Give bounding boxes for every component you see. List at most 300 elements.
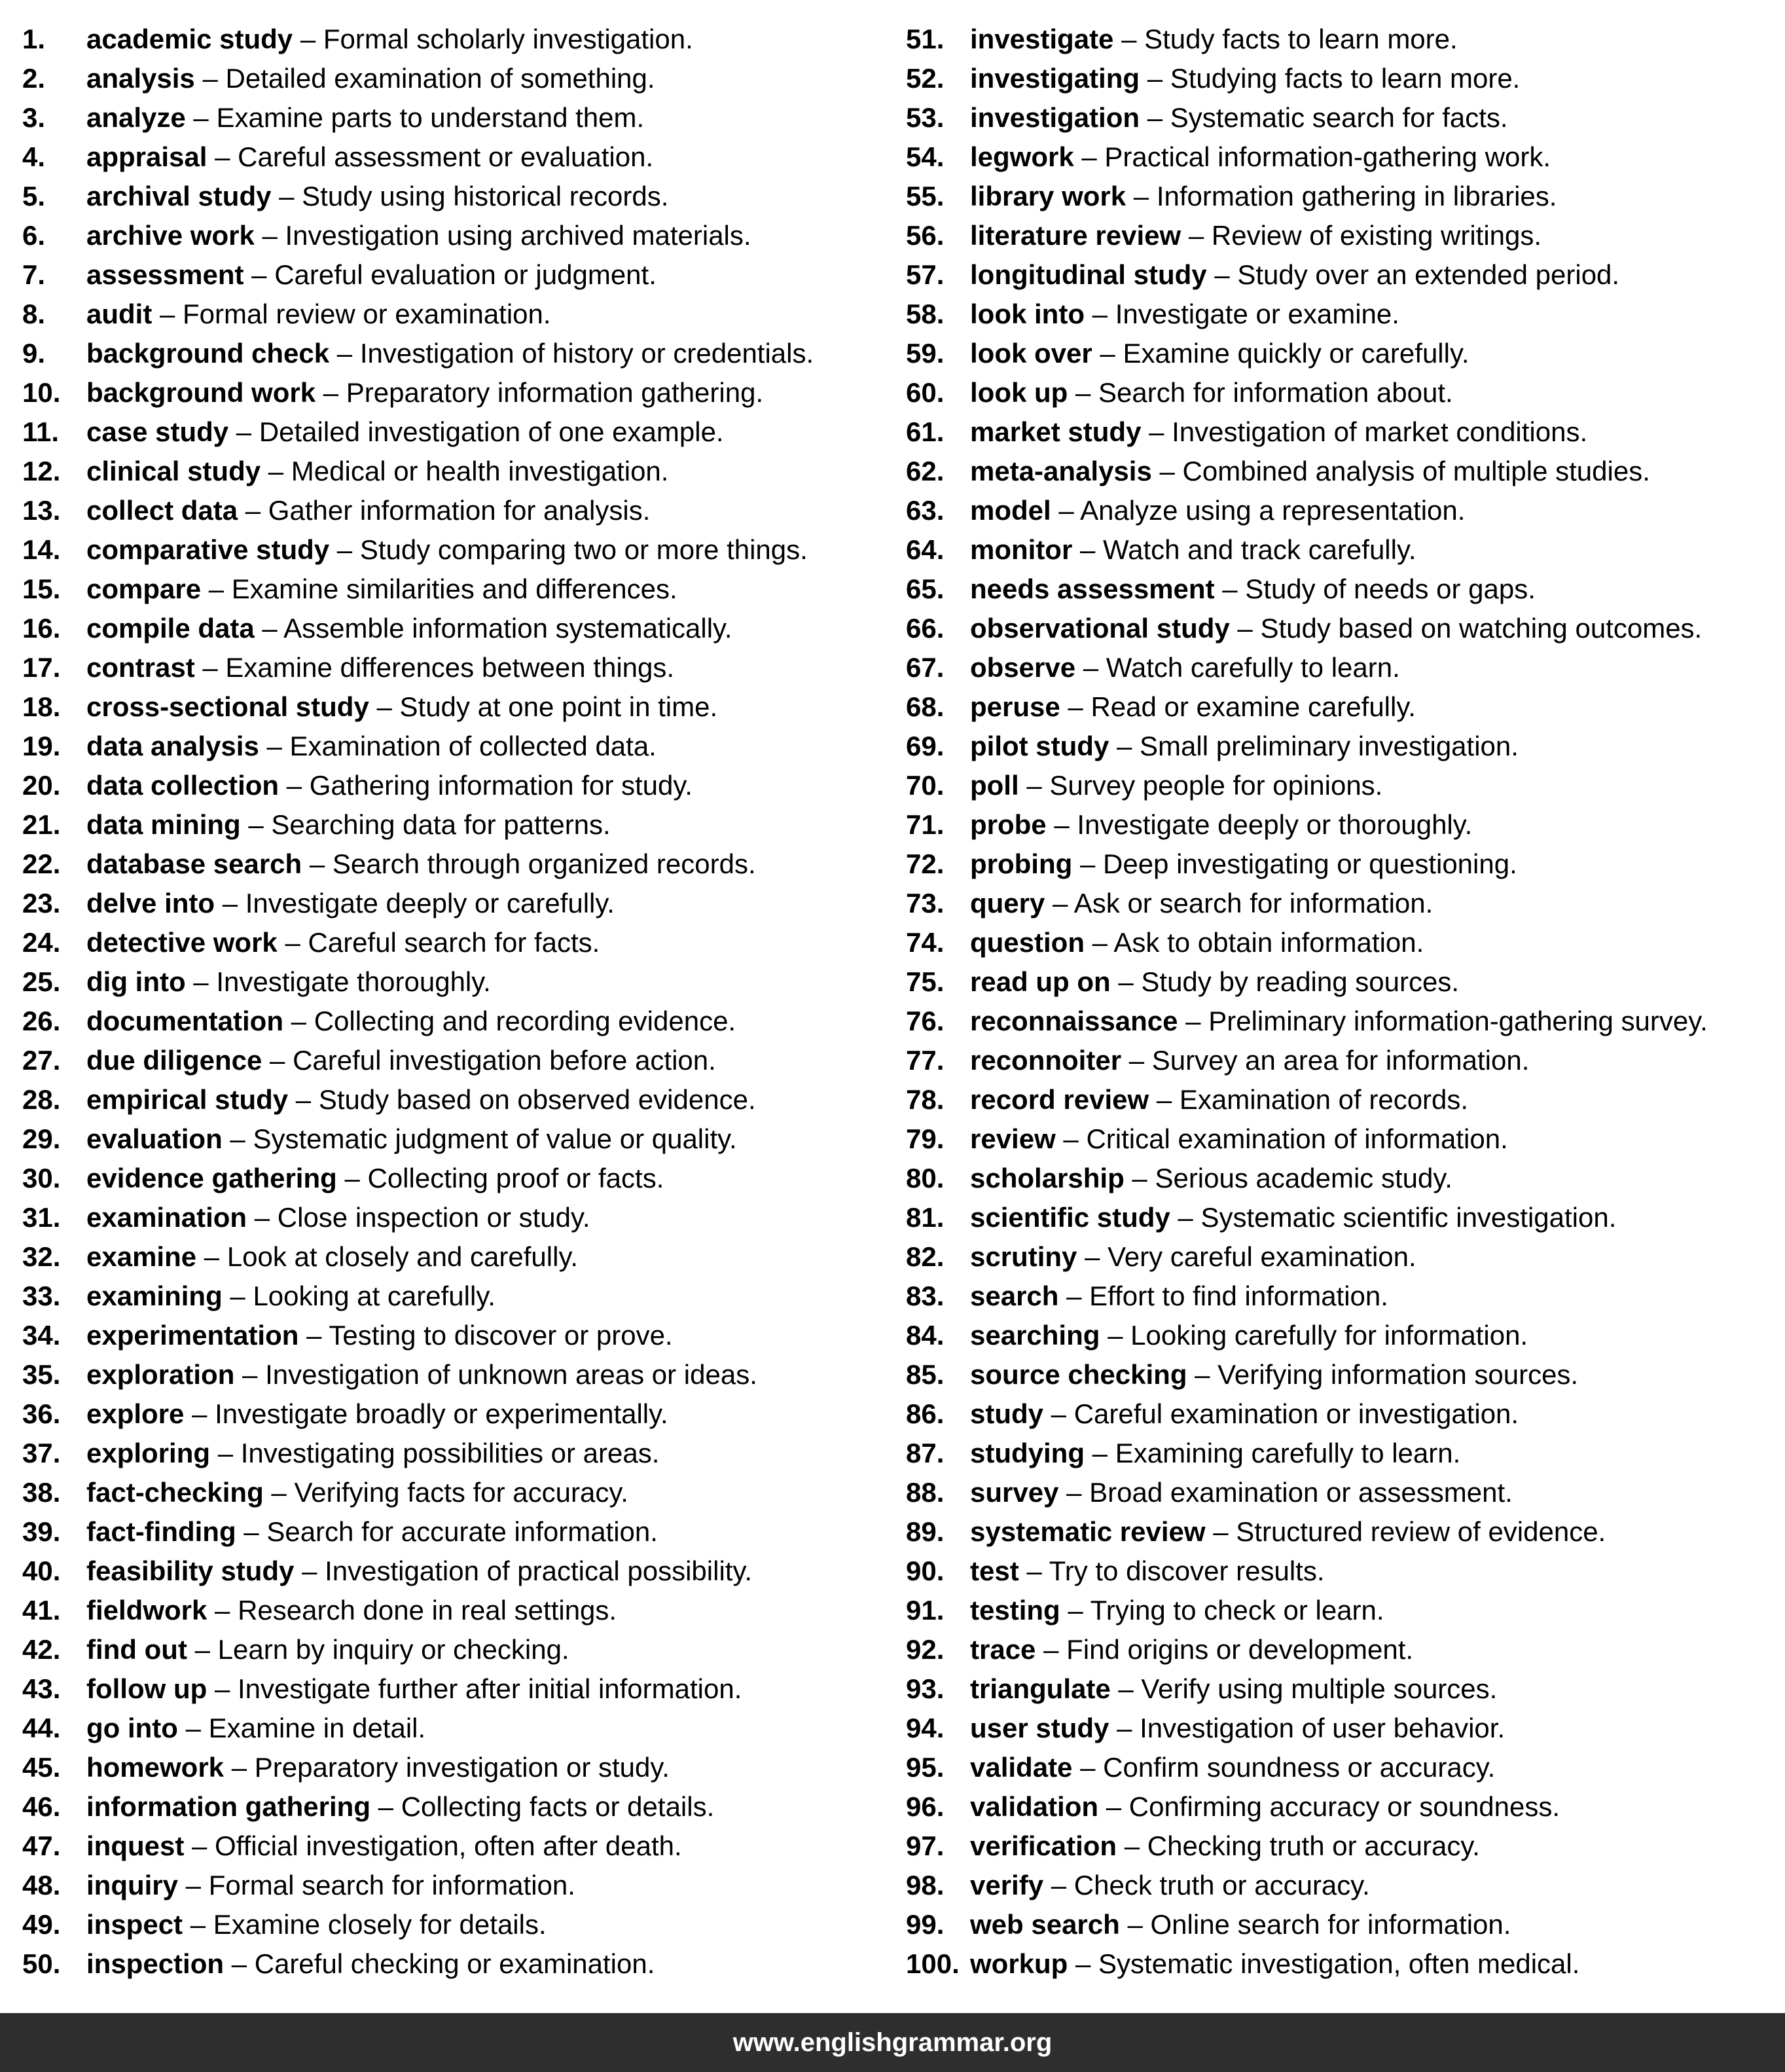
item-number: 3. <box>22 102 46 133</box>
item-definition: Structured review of evidence. <box>1236 1516 1606 1547</box>
item-definition: Careful examination or investigation. <box>1073 1398 1519 1429</box>
item-term: literature review <box>970 220 1181 251</box>
item-number: 71. <box>906 809 945 840</box>
item-term: source checking <box>970 1359 1187 1390</box>
list-item <box>22 1434 893 1473</box>
item-number: 1. <box>22 24 46 54</box>
item-number: 64. <box>906 534 945 565</box>
item-term: dig into <box>86 966 186 997</box>
item-definition: Confirm soundness or accuracy. <box>1103 1752 1496 1783</box>
list-item <box>906 1709 1783 1748</box>
item-number: 68. <box>906 691 945 722</box>
list-item <box>22 1630 893 1669</box>
item-number: 35. <box>22 1359 61 1390</box>
item-term: look over <box>970 338 1092 369</box>
item-term: inquiry <box>86 1870 179 1900</box>
item-number: 59. <box>906 338 945 369</box>
item-number: 79. <box>906 1123 945 1154</box>
item-number: 95. <box>906 1752 945 1783</box>
item-definition: Examine similarities and differences. <box>231 573 677 604</box>
item-separator: – <box>238 495 268 526</box>
item-number: 82. <box>906 1241 945 1272</box>
item-separator: – <box>177 1713 209 1743</box>
item-definition: Investigation of market conditions. <box>1172 416 1588 447</box>
item-separator: – <box>236 1516 267 1547</box>
item-definition: Collecting proof or facts. <box>367 1163 664 1193</box>
item-definition: Verifying facts for accuracy. <box>294 1477 628 1508</box>
item-term: follow up <box>86 1673 207 1704</box>
item-separator: – <box>1117 1830 1147 1861</box>
list-item <box>22 412 893 452</box>
item-number: 36. <box>22 1398 61 1429</box>
list-item <box>906 1159 1783 1198</box>
item-number: 39. <box>22 1516 61 1547</box>
item-number: 78. <box>906 1084 945 1115</box>
list-item <box>22 216 893 255</box>
item-definition: Investigate broadly or experimentally. <box>215 1398 668 1429</box>
item-term: examination <box>86 1202 247 1233</box>
list-item <box>22 177 893 216</box>
item-separator: – <box>293 24 323 54</box>
item-definition: Study at one point in time. <box>399 691 718 722</box>
item-term: legwork <box>970 141 1074 172</box>
item-definition: Study by reading sources. <box>1141 966 1459 997</box>
item-term: delve into <box>86 888 215 918</box>
item-number: 22. <box>22 848 61 879</box>
item-separator: – <box>1058 1281 1090 1311</box>
item-separator: – <box>1124 1163 1155 1193</box>
item-separator: – <box>210 1438 241 1468</box>
item-separator: – <box>288 1084 319 1115</box>
item-separator: – <box>302 848 333 879</box>
item-term: experimentation <box>86 1320 299 1351</box>
item-number: 44. <box>22 1713 61 1743</box>
word-list <box>0 20 1785 1984</box>
item-separator: – <box>1187 1359 1218 1390</box>
item-number: 13. <box>22 495 61 526</box>
item-term: fact-finding <box>86 1516 236 1547</box>
item-definition: Deep investigating or questioning. <box>1103 848 1517 879</box>
item-definition: Formal search for information. <box>208 1870 575 1900</box>
list-item <box>22 1355 893 1394</box>
list-item <box>906 727 1783 766</box>
item-definition: Collecting facts or details. <box>401 1791 715 1822</box>
item-separator: – <box>222 1281 253 1311</box>
item-number: 24. <box>22 927 61 958</box>
item-separator: – <box>1073 141 1105 172</box>
item-term: triangulate <box>970 1673 1111 1704</box>
item-term: explore <box>86 1398 185 1429</box>
item-number: 92. <box>906 1634 945 1665</box>
list-item <box>22 1316 893 1355</box>
list-item <box>22 1237 893 1277</box>
list-item <box>22 570 893 609</box>
item-number: 58. <box>906 299 945 329</box>
item-definition: Verify using multiple sources. <box>1141 1673 1498 1704</box>
list-item <box>906 1394 1783 1434</box>
item-definition: Official investigation, often after death. <box>215 1830 682 1861</box>
item-number: 85. <box>906 1359 945 1390</box>
list-item <box>906 177 1783 216</box>
item-separator: – <box>1110 1673 1142 1704</box>
item-term: review <box>970 1123 1056 1154</box>
item-separator: – <box>1206 259 1238 290</box>
item-definition: Looking at carefully. <box>253 1281 496 1311</box>
item-definition: Information gathering in libraries. <box>1156 181 1557 211</box>
item-definition: Review of existing writings. <box>1211 220 1542 251</box>
item-number: 6. <box>22 220 46 251</box>
item-term: find out <box>86 1634 187 1665</box>
item-definition: Study based on observed evidence. <box>318 1084 756 1115</box>
list-item <box>22 20 893 59</box>
item-definition: Watch carefully to learn. <box>1106 652 1400 683</box>
item-term: observe <box>970 652 1076 683</box>
list-item <box>906 255 1783 295</box>
item-number: 4. <box>22 141 46 172</box>
item-term: evidence gathering <box>86 1163 337 1193</box>
item-number: 10. <box>22 377 61 408</box>
item-separator: – <box>316 377 346 408</box>
item-separator: – <box>1100 1320 1131 1351</box>
item-separator: – <box>1085 927 1114 958</box>
item-separator: – <box>1121 1045 1152 1076</box>
item-separator: – <box>207 1673 238 1704</box>
item-term: peruse <box>970 691 1060 722</box>
item-separator: – <box>1119 1909 1151 1940</box>
list-item <box>906 20 1783 59</box>
list-item <box>906 1827 1783 1866</box>
list-item <box>22 1119 893 1159</box>
item-definition: Serious academic study. <box>1155 1163 1452 1193</box>
list-item <box>22 727 893 766</box>
item-number: 32. <box>22 1241 61 1272</box>
item-definition: Examine in detail. <box>208 1713 426 1743</box>
item-separator: – <box>196 1241 227 1272</box>
list-item <box>22 59 893 98</box>
item-separator: – <box>329 534 360 565</box>
item-definition: Search through organized records. <box>332 848 756 879</box>
list-item <box>22 962 893 1002</box>
item-number: 7. <box>22 259 46 290</box>
item-definition: Investigate further after initial information. <box>238 1673 742 1704</box>
list-item <box>906 412 1783 452</box>
item-term: web search <box>970 1909 1120 1940</box>
item-definition: Careful investigation before action. <box>293 1045 716 1076</box>
item-separator: – <box>243 259 275 290</box>
item-number: 70. <box>906 770 945 801</box>
item-definition: Broad examination or assessment. <box>1089 1477 1513 1508</box>
item-number: 15. <box>22 573 61 604</box>
list-item <box>906 687 1783 727</box>
item-term: searching <box>970 1320 1100 1351</box>
item-separator: – <box>1149 1084 1180 1115</box>
item-definition: Investigation of user behavior. <box>1140 1713 1506 1743</box>
item-definition: Critical examination of information. <box>1086 1123 1508 1154</box>
item-definition: Study comparing two or more things. <box>359 534 808 565</box>
list-item <box>22 491 893 530</box>
list-item <box>22 1944 893 1984</box>
item-number: 67. <box>906 652 945 683</box>
item-definition: Survey an area for information. <box>1151 1045 1530 1076</box>
item-separator: – <box>228 416 259 447</box>
list-item <box>22 1866 893 1905</box>
item-number: 45. <box>22 1752 61 1783</box>
item-term: cross-sectional study <box>86 691 369 722</box>
list-item <box>22 1591 893 1630</box>
item-separator: – <box>1060 1595 1091 1626</box>
item-number: 8. <box>22 299 46 329</box>
item-term: poll <box>970 770 1019 801</box>
item-definition: Confirming accuracy or soundness. <box>1128 1791 1560 1822</box>
item-term: archive work <box>86 220 255 251</box>
item-number: 51. <box>906 24 945 54</box>
list-item <box>22 334 893 373</box>
item-definition: Medical or health investigation. <box>291 456 669 486</box>
item-definition: Checking truth or accuracy. <box>1147 1830 1480 1861</box>
item-definition: Testing to discover or prove. <box>329 1320 673 1351</box>
item-definition: Verifying information sources. <box>1217 1359 1579 1390</box>
list-item <box>906 923 1783 962</box>
item-separator: – <box>194 652 226 683</box>
item-separator: – <box>207 141 238 172</box>
item-separator: – <box>1058 1477 1090 1508</box>
footer-website-link[interactable]: www.englishgrammar.org <box>732 2027 1053 2057</box>
item-number: 75. <box>906 966 945 997</box>
item-term: record review <box>970 1084 1149 1115</box>
item-definition: Try to discover results. <box>1049 1555 1325 1586</box>
list-item <box>22 1041 893 1080</box>
item-definition: Examine differences between things. <box>225 652 675 683</box>
item-separator: – <box>1085 1438 1115 1468</box>
list-item <box>906 1119 1783 1159</box>
item-separator: – <box>207 1595 238 1626</box>
item-term: verification <box>970 1830 1117 1861</box>
list-item <box>22 845 893 884</box>
item-separator: – <box>224 1752 255 1783</box>
item-definition: Examine closely for details. <box>213 1909 547 1940</box>
item-number: 50. <box>22 1948 61 1979</box>
item-term: database search <box>86 848 302 879</box>
list-item <box>22 452 893 491</box>
item-number: 5. <box>22 181 46 211</box>
item-separator: – <box>254 613 284 644</box>
list-item <box>906 1002 1783 1041</box>
item-term: test <box>970 1555 1019 1586</box>
item-term: inspection <box>86 1948 225 1979</box>
list-item <box>22 1394 893 1434</box>
item-definition: Study of needs or gaps. <box>1245 573 1536 604</box>
list-item <box>906 216 1783 255</box>
item-term: due diligence <box>86 1045 262 1076</box>
list-item <box>22 884 893 923</box>
item-term: question <box>970 927 1085 958</box>
item-term: reconnaissance <box>970 1006 1178 1036</box>
item-number: 83. <box>906 1281 945 1311</box>
item-definition: Careful assessment or evaluation. <box>238 141 654 172</box>
item-term: background work <box>86 377 316 408</box>
item-term: validate <box>970 1752 1073 1783</box>
item-separator: – <box>1113 24 1145 54</box>
item-term: data collection <box>86 770 279 801</box>
item-separator: – <box>1072 1752 1104 1783</box>
item-definition: Systematic judgment of value or quality. <box>253 1123 737 1154</box>
item-number: 77. <box>906 1045 945 1076</box>
item-separator: – <box>1109 1713 1140 1743</box>
item-definition: Examination of collected data. <box>289 731 657 761</box>
list-item <box>22 1787 893 1827</box>
item-number: 25. <box>22 966 61 997</box>
item-separator: – <box>222 1123 253 1154</box>
item-separator: – <box>1229 613 1261 644</box>
item-number: 53. <box>906 102 945 133</box>
item-number: 63. <box>906 495 945 526</box>
item-separator: – <box>294 1555 325 1586</box>
list-item <box>906 570 1783 609</box>
item-number: 90. <box>906 1555 945 1586</box>
item-separator: – <box>1178 1006 1209 1036</box>
item-term: data analysis <box>86 731 259 761</box>
item-separator: – <box>184 1398 215 1429</box>
item-definition: Detailed investigation of one example. <box>259 416 724 447</box>
item-definition: Detailed examination of something. <box>225 63 655 94</box>
item-definition: Systematic scientific investigation. <box>1200 1202 1617 1233</box>
list-item <box>22 805 893 845</box>
list-item <box>22 1002 893 1041</box>
item-definition: Study facts to learn more. <box>1144 24 1458 54</box>
list-item <box>22 1905 893 1944</box>
item-term: feasibility study <box>86 1555 295 1586</box>
item-term: inquest <box>86 1830 185 1861</box>
item-separator: – <box>336 1163 368 1193</box>
item-term: information gathering <box>86 1791 370 1822</box>
item-definition: Read or examine carefully. <box>1091 691 1416 722</box>
item-separator: – <box>1075 652 1106 683</box>
list-item <box>22 648 893 687</box>
item-definition: Investigating possibilities or areas. <box>240 1438 660 1468</box>
item-separator: – <box>1092 338 1123 369</box>
item-number: 49. <box>22 1909 61 1940</box>
item-number: 26. <box>22 1006 61 1036</box>
item-definition: Search for accurate information. <box>266 1516 658 1547</box>
item-separator: – <box>1098 1791 1129 1822</box>
list-item <box>906 530 1783 570</box>
item-term: collect data <box>86 495 238 526</box>
item-separator: – <box>247 1202 278 1233</box>
item-term: longitudinal study <box>970 259 1207 290</box>
item-separator: – <box>259 731 290 761</box>
item-definition: Investigation of unknown areas or ideas. <box>265 1359 757 1390</box>
item-definition: Investigation of history or credentials. <box>359 338 814 369</box>
item-separator: – <box>1045 888 1074 918</box>
item-number: 28. <box>22 1084 61 1115</box>
item-number: 14. <box>22 534 61 565</box>
list-item <box>906 962 1783 1002</box>
item-definition: Effort to find information. <box>1089 1281 1388 1311</box>
item-separator: – <box>224 1948 255 1979</box>
item-separator: – <box>263 1477 295 1508</box>
item-number: 9. <box>22 338 46 369</box>
item-term: empirical study <box>86 1084 289 1115</box>
item-number: 99. <box>906 1909 945 1940</box>
item-definition: Gather information for analysis. <box>268 495 651 526</box>
item-separator: – <box>1151 456 1183 486</box>
item-number: 47. <box>22 1830 61 1861</box>
item-term: scientific study <box>970 1202 1170 1233</box>
item-term: exploration <box>86 1359 235 1390</box>
item-definition: Investigate or examine. <box>1115 299 1399 329</box>
item-term: search <box>970 1281 1059 1311</box>
item-definition: Searching data for patterns. <box>271 809 611 840</box>
list-item <box>906 1041 1783 1080</box>
list-item <box>906 884 1783 923</box>
item-number: 74. <box>906 927 945 958</box>
item-number: 23. <box>22 888 61 918</box>
item-separator: – <box>1170 1202 1201 1233</box>
item-term: archival study <box>86 181 272 211</box>
item-term: library work <box>970 181 1127 211</box>
footer-bar <box>0 2013 1785 2072</box>
item-definition: Collecting and recording evidence. <box>314 1006 736 1036</box>
item-number: 52. <box>906 63 945 94</box>
list-item <box>22 1552 893 1591</box>
list-item <box>906 1866 1783 1905</box>
list-item <box>906 1905 1783 1944</box>
item-term: analysis <box>86 63 195 94</box>
list-item <box>906 805 1783 845</box>
item-definition: Examining carefully to learn. <box>1115 1438 1461 1468</box>
item-separator: – <box>1043 1870 1074 1900</box>
list-item <box>906 1630 1783 1669</box>
item-number: 19. <box>22 731 61 761</box>
item-number: 81. <box>906 1202 945 1233</box>
list-item <box>906 1591 1783 1630</box>
item-definition: Study using historical records. <box>302 181 669 211</box>
item-term: detective work <box>86 927 278 958</box>
item-number: 29. <box>22 1123 61 1154</box>
item-separator: – <box>152 299 183 329</box>
item-definition: Learn by inquiry or checking. <box>217 1634 569 1665</box>
list-item <box>22 1159 893 1198</box>
item-term: scrutiny <box>970 1241 1077 1272</box>
item-number: 60. <box>906 377 945 408</box>
list-item <box>906 766 1783 805</box>
item-definition: Careful search for facts. <box>308 927 600 958</box>
item-separator: – <box>1084 299 1115 329</box>
item-definition: Very careful examination. <box>1108 1241 1416 1272</box>
item-term: probing <box>970 848 1073 879</box>
list-item <box>906 1748 1783 1787</box>
list-item <box>906 1237 1783 1277</box>
item-definition: Survey people for opinions. <box>1049 770 1383 801</box>
item-number: 89. <box>906 1516 945 1547</box>
item-separator: – <box>261 456 291 486</box>
item-separator: – <box>215 888 245 918</box>
item-number: 21. <box>22 809 61 840</box>
list-item <box>906 1512 1783 1552</box>
item-separator: – <box>369 691 400 722</box>
list-item <box>22 295 893 334</box>
item-number: 2. <box>22 63 46 94</box>
item-term: testing <box>970 1595 1060 1626</box>
item-separator: – <box>279 770 310 801</box>
item-term: background check <box>86 338 330 369</box>
item-definition: Ask to obtain information. <box>1113 927 1424 958</box>
item-number: 65. <box>906 573 945 604</box>
item-definition: Investigation of practical possibility. <box>325 1555 752 1586</box>
item-term: user study <box>970 1713 1109 1743</box>
item-separator: – <box>185 102 217 133</box>
item-term: inspect <box>86 1909 183 1940</box>
